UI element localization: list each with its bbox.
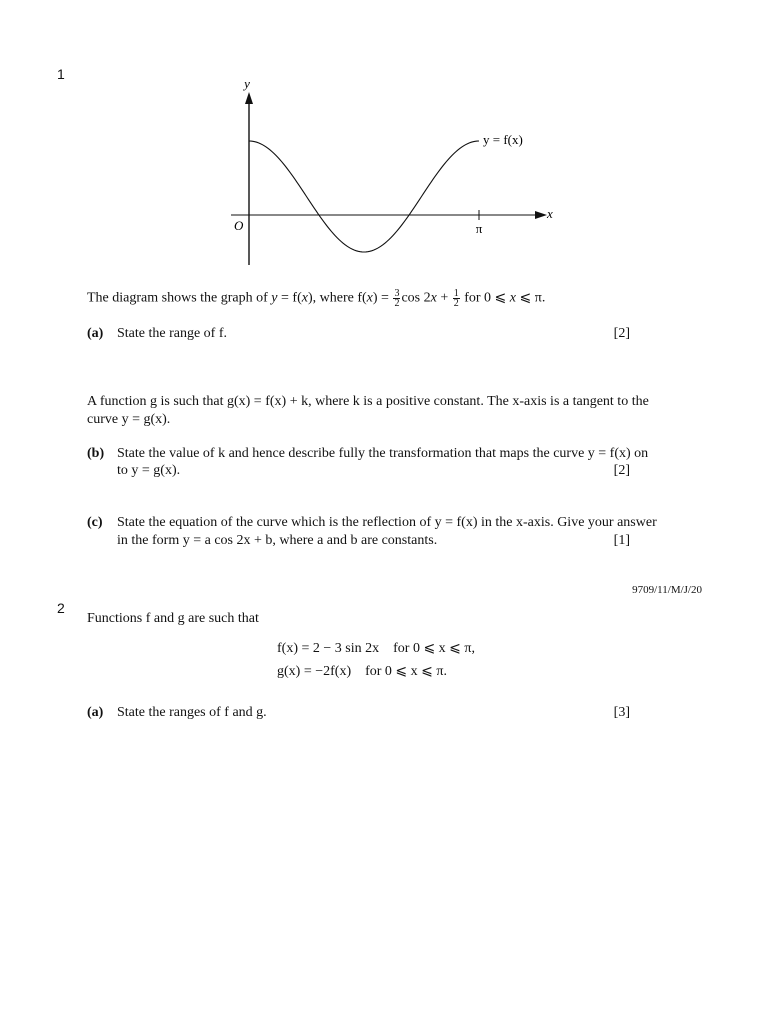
marks: [2]: [613, 326, 630, 341]
marks: [3]: [613, 705, 630, 720]
part-label: (c): [87, 515, 103, 530]
pi-label: π: [475, 221, 483, 236]
fraction-one-half: $\frac{1}{2}$: [453, 288, 459, 309]
part-label: (a): [87, 326, 104, 341]
q1-g-line2: curve y = g(x).: [87, 412, 171, 427]
question-number-1: 1: [57, 66, 65, 82]
y-axis-arrow: [245, 92, 253, 104]
y-axis-label: y: [244, 76, 250, 91]
marks: [1]: [613, 533, 630, 548]
q1-part-a: (a) State the range of f. [2]: [87, 326, 630, 341]
curve-f: [249, 141, 479, 252]
q1-part-b-line1: (b) State the value of k and hence describe fully the transformation that maps the curve y = f(x) on: [87, 446, 649, 461]
x-axis-label: x: [547, 206, 553, 221]
paper-reference: 9709/11/M/J/20: [632, 584, 702, 596]
q1-part-c-line1: (c) State the equation of the curve which is the reflection of y = f(x) in the x-axis. Give your answer: [87, 515, 657, 530]
q1-part-c-line2: in the form y = a cos 2x + b, where a and b are constants. [1]: [117, 533, 630, 548]
graph-diagram: [225, 70, 565, 270]
marks: [2]: [613, 463, 630, 478]
q2-intro: Functions f and g are such that: [87, 611, 259, 626]
fraction-three-halves: $\frac{3}{2}$: [394, 288, 400, 309]
origin-label: O: [234, 218, 244, 233]
q1-part-b-line2: to y = g(x). [2]: [117, 463, 630, 478]
q1-intro: The diagram shows the graph of y = f(x), where f(x) = $\frac{3}{2}$ cos 2x + $\frac{1}{2}$ for 0 ⩽ x ⩽ π.: [87, 288, 546, 309]
question-number-2: 2: [57, 600, 65, 616]
part-label: (a): [87, 705, 104, 720]
part-label: (b): [87, 446, 105, 461]
q2-part-a: (a) State the ranges of f and g. [3]: [87, 705, 630, 720]
q1-g-line1: A function g is such that g(x) = f(x) + k, where k is a positive constant. The x-axis is a tangent to the: [87, 394, 649, 409]
curve-label: y = f(x): [483, 132, 523, 147]
q2-equation-g: g(x) = −2f(x) for 0 ⩽ x ⩽ π.: [277, 664, 447, 679]
x-axis-arrow: [535, 211, 547, 219]
q2-equation-f: f(x) = 2 − 3 sin 2x for 0 ⩽ x ⩽ π,: [277, 641, 475, 656]
